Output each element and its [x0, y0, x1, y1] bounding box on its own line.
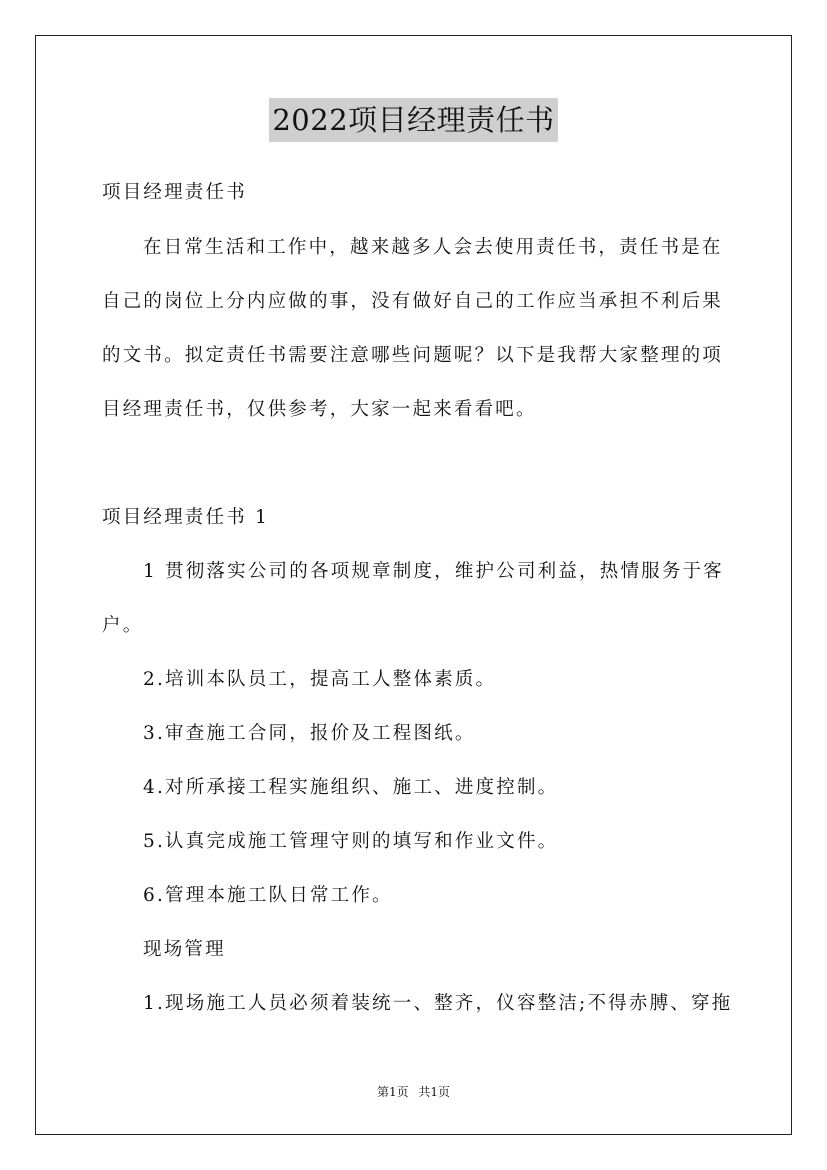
list-item: 1 贯彻落实公司的各项规章制度，维护公司利益，热情服务于客	[143, 561, 724, 582]
list-item: 3.审查施工合同，报价及工程图纸。	[143, 723, 476, 744]
intro-paragraph-line: 目经理责任书，仅供参考，大家一起来看看吧。	[102, 399, 537, 420]
list-item: 1.现场施工人员必须着装统一、整齐，仪容整洁;不得赤膊、穿拖	[143, 993, 733, 1014]
list-item-continuation: 户。	[102, 615, 144, 636]
page-number: 第1页	[376, 1085, 409, 1099]
section-heading: 项目经理责任书 1	[102, 507, 269, 528]
page-total: 共1页	[418, 1085, 451, 1099]
list-item: 2.培训本队员工，提高工人整体素质。	[143, 669, 497, 690]
intro-paragraph-line: 自己的岗位上分内应做的事，没有做好自己的工作应当承担不利后果	[102, 291, 724, 312]
intro-paragraph-line: 在日常生活和工作中，越来越多人会去使用责任书，责任书是在	[143, 237, 723, 258]
list-item: 6.管理本施工队日常工作。	[143, 885, 393, 906]
list-item: 4.对所承接工程实施组织、施工、进度控制。	[143, 777, 559, 798]
page-footer	[0, 1083, 827, 1101]
intro-paragraph-line: 的文书。拟定责任书需要注意哪些问题呢？以下是我帮大家整理的项	[102, 345, 724, 366]
title-container	[0, 98, 827, 142]
document-title: 2022项目经理责任书	[269, 98, 557, 142]
list-item: 5.认真完成施工管理守则的填写和作业文件。	[143, 831, 559, 852]
section-heading: 项目经理责任书	[102, 182, 247, 203]
subsection-heading: 现场管理	[143, 939, 226, 960]
